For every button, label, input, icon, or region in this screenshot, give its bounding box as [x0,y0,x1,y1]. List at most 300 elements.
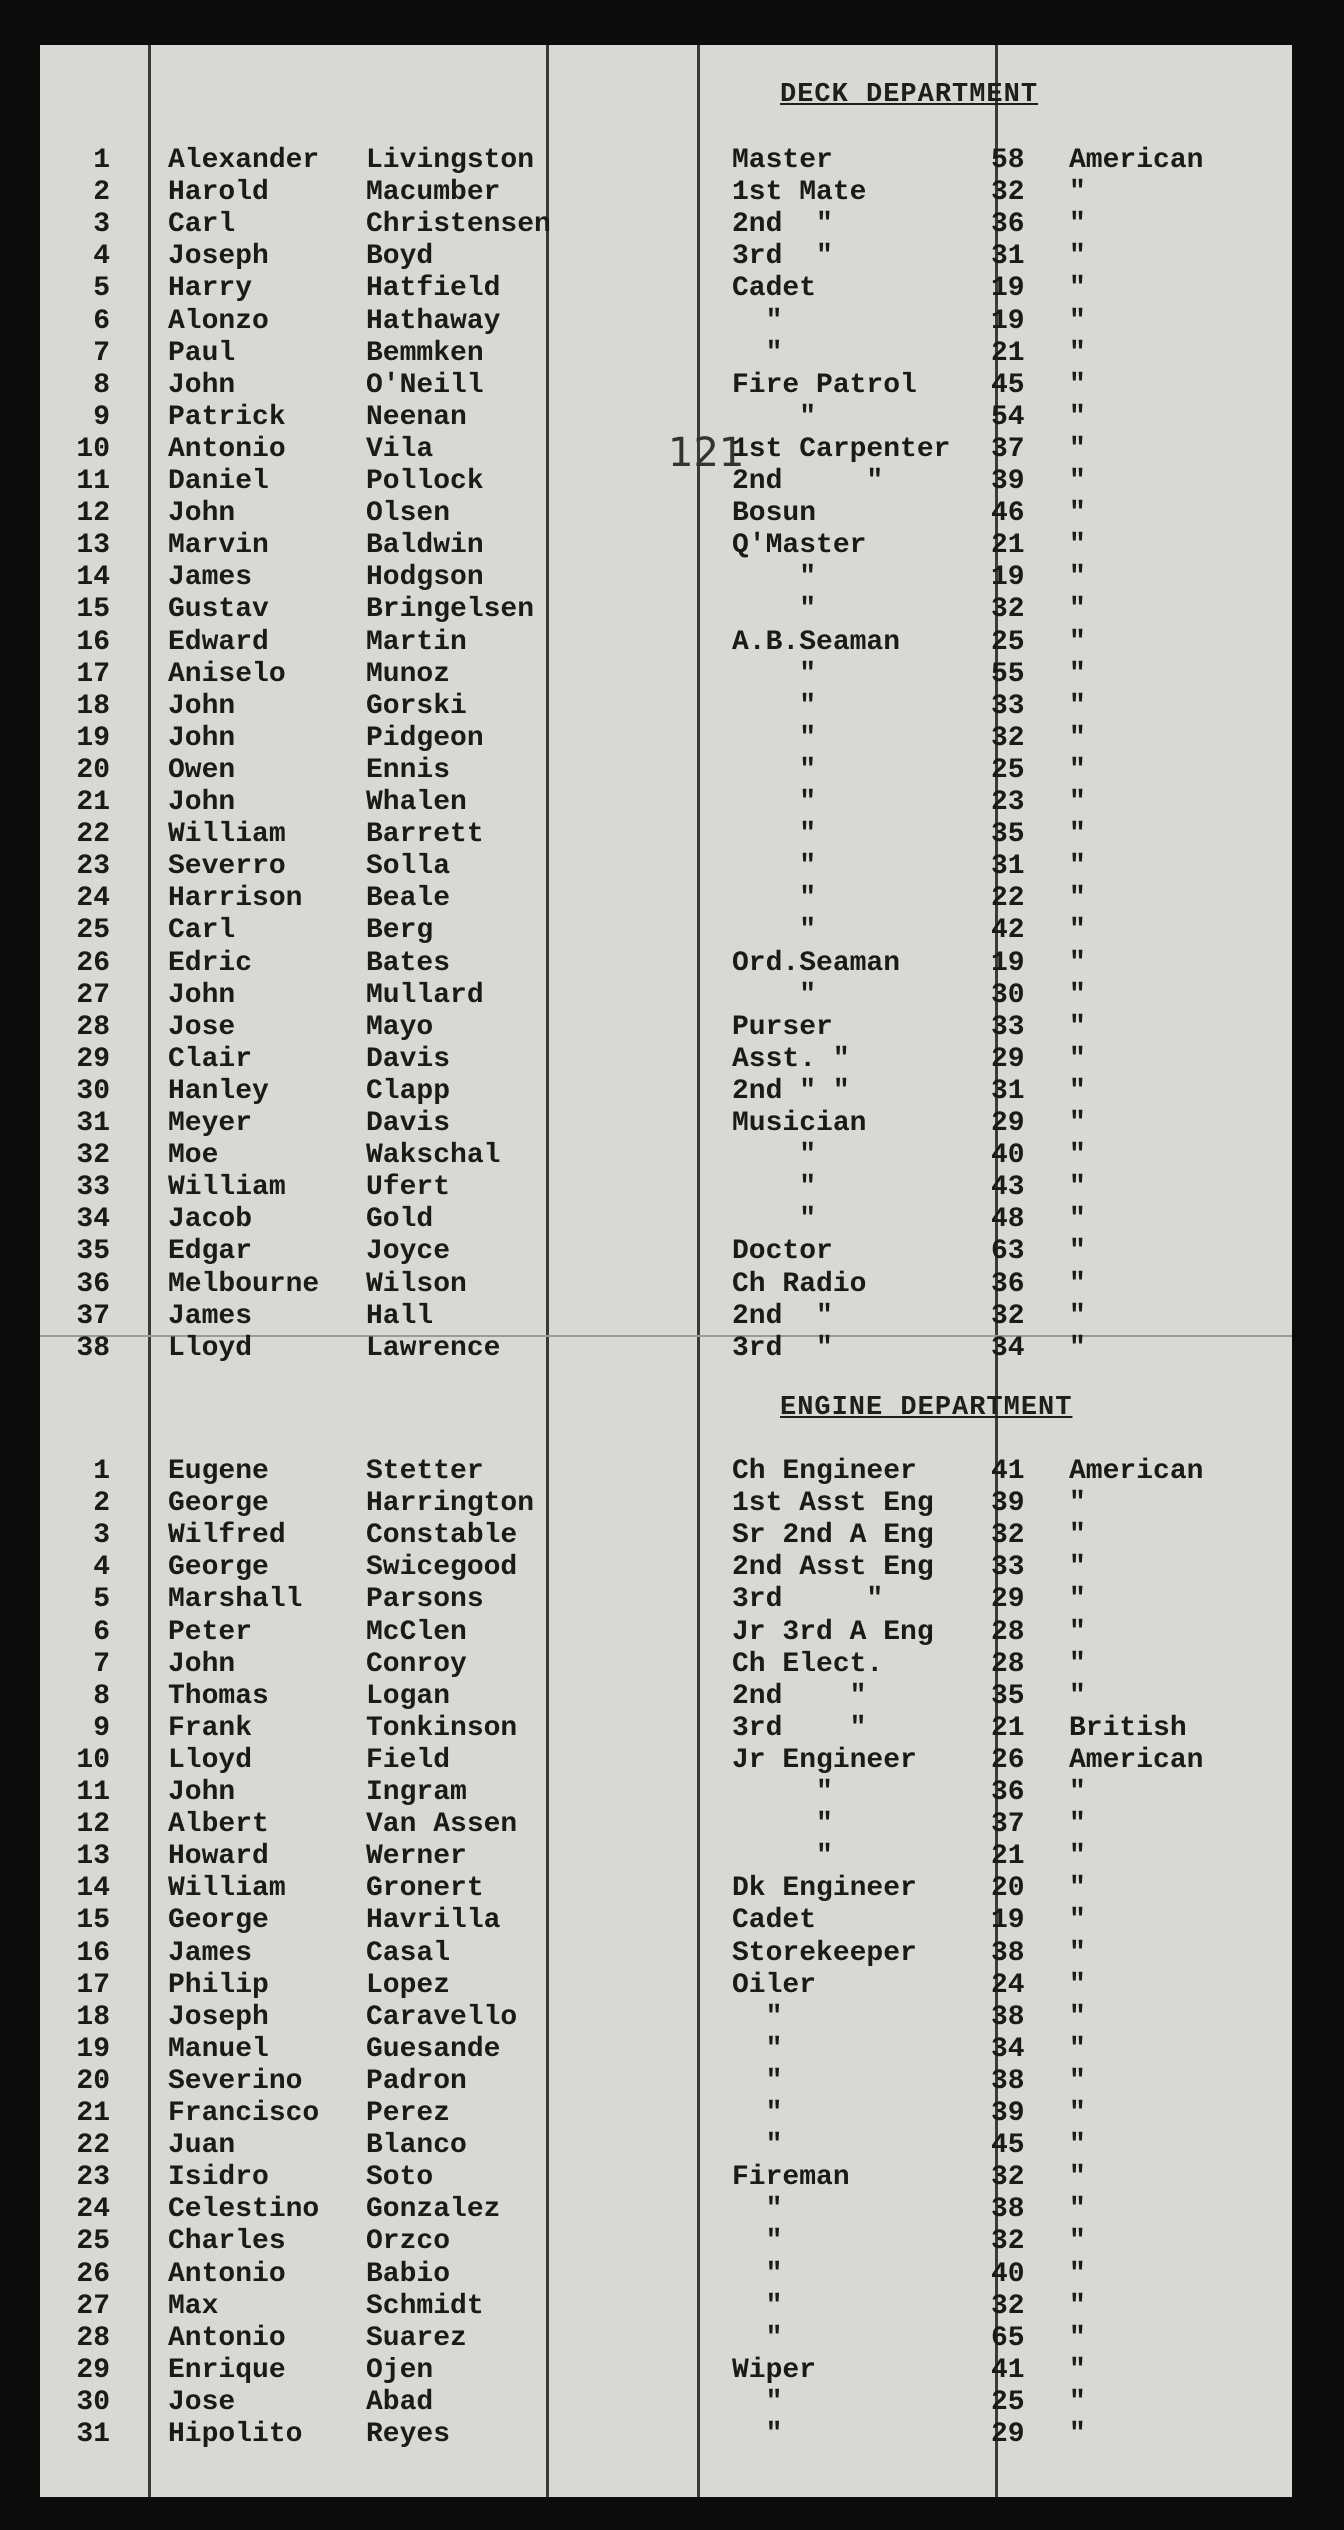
first-name: Thomas [168,1680,269,1712]
last-name: Casal [366,1937,451,1969]
crew-number: 9 [93,401,110,433]
age: 45 [991,369,1025,401]
nationality: " [1069,562,1086,594]
nationality: " [1069,1268,1086,1300]
nationality: " [1069,754,1086,786]
rank: " [732,2130,783,2162]
crew-number: 15 [76,594,110,626]
crew-row [40,2194,1292,2226]
rank: " [732,2001,783,2033]
crew-number: 35 [76,1236,110,1268]
nationality: " [1069,2194,1086,2226]
age: 32 [991,722,1025,754]
first-name: Philip [168,1969,269,2001]
first-name: Meyer [168,1108,253,1139]
crew-row [40,1905,1292,1937]
last-name: Reyes [366,2419,451,2450]
nationality: " [1069,915,1086,947]
crew-number: 24 [76,2194,110,2226]
crew-number: 28 [76,2322,110,2354]
crew-row [40,1172,1292,1204]
crew-row [40,402,1292,434]
rank: 1st Mate [732,177,867,209]
first-name: Howard [168,1841,269,1873]
nationality: " [1069,1172,1086,1204]
crew-row [40,2323,1292,2355]
rank: " [732,915,817,947]
nationality: " [1069,2226,1086,2258]
nationality: " [1069,530,1086,562]
crew-number: 17 [76,658,110,690]
crew-number: 23 [76,2162,110,2194]
crew-number: 1 [93,1456,110,1487]
nationality: " [1069,1841,1086,1873]
first-name: Carl [168,209,236,241]
rank: Storekeeper [732,1937,917,1969]
crew-row [40,1809,1292,1841]
last-name: O'Neill [366,369,484,401]
crew-row [40,2259,1292,2291]
last-name: Christensen [366,209,551,241]
crew-number: 29 [76,1043,110,1075]
rank: " [732,2065,783,2097]
nationality: " [1069,2354,1086,2386]
crew-row [40,498,1292,530]
crew-number: 14 [76,1873,110,1905]
age: 21 [991,337,1025,369]
crew-row [40,1777,1292,1809]
rank: " [732,1777,833,1808]
nationality: " [1069,2162,1086,2194]
age: 22 [991,883,1025,915]
crew-number: 21 [76,787,110,818]
first-name: Frank [168,1712,253,1744]
crew-row [40,2066,1292,2098]
first-name: George [168,1488,269,1520]
crew-row [40,241,1292,273]
last-name: Boyd [366,241,434,273]
last-name: Mayo [366,1011,434,1043]
nationality: British [1069,1712,1187,1744]
last-name: Neenan [366,401,467,433]
first-name: Celestino [168,2194,320,2226]
first-name: William [168,819,286,851]
crew-number: 28 [76,1011,110,1043]
age: 21 [991,1841,1025,1873]
first-name: John [168,787,236,818]
age: 26 [991,1744,1025,1776]
nationality: " [1069,2322,1086,2354]
age: 39 [991,1488,1025,1520]
deck-department-heading: DECK DEPARTMENT [780,80,1039,110]
last-name: Lopez [366,1969,451,2001]
crew-number: 29 [76,2354,110,2386]
crew-row [40,755,1292,787]
nationality: " [1069,2001,1086,2033]
age: 38 [991,2194,1025,2226]
last-name: Baldwin [366,530,484,562]
first-name: Melbourne [168,1268,320,1300]
crew-row [40,1520,1292,1552]
age: 40 [991,1140,1025,1172]
nationality: American [1069,145,1204,176]
crew-number: 27 [76,979,110,1011]
rank: Jr 3rd A Eng [732,1616,934,1648]
age: 21 [991,530,1025,562]
rank: 2nd " [732,209,833,241]
crew-row [40,306,1292,338]
crew-row [40,1617,1292,1649]
rank: " [732,2290,783,2322]
crew-number: 15 [76,1905,110,1937]
age: 32 [991,1300,1025,1332]
last-name: Hatfield [366,273,501,305]
first-name: Daniel [168,466,269,497]
age: 43 [991,1172,1025,1204]
crew-number: 31 [76,2419,110,2450]
age: 32 [991,2226,1025,2258]
rank: 1st Asst Eng [732,1488,934,1520]
last-name: Whalen [366,787,467,818]
crew-row [40,787,1292,819]
age: 41 [991,1456,1025,1487]
first-name: John [168,498,236,530]
crew-row [40,466,1292,498]
first-name: Severino [168,2065,303,2097]
rank: " [732,337,783,369]
age: 41 [991,2354,1025,2386]
crew-row [40,1108,1292,1140]
rank: Sr 2nd A Eng [732,1520,934,1552]
first-name: Edric [168,947,253,979]
age: 40 [991,2258,1025,2290]
crew-number: 5 [93,1584,110,1616]
crew-number: 19 [76,2033,110,2065]
age: 42 [991,915,1025,947]
crew-number: 33 [76,1172,110,1204]
first-name: Joseph [168,2001,269,2033]
rank: 3rd " [732,1584,884,1616]
crew-row [40,1745,1292,1777]
crew-row [40,1301,1292,1333]
nationality: " [1069,2419,1086,2450]
age: 32 [991,1520,1025,1552]
nationality: " [1069,1075,1086,1107]
rank: " [732,562,817,594]
first-name: Gustav [168,594,269,626]
first-name: George [168,1552,269,1584]
rank: Asst. " [732,1043,850,1075]
nationality: " [1069,979,1086,1011]
rank: Cadet [732,273,817,305]
age: 58 [991,145,1025,176]
nationality: " [1069,1809,1086,1841]
last-name: Babio [366,2258,451,2290]
crew-row [40,2098,1292,2130]
age: 33 [991,1552,1025,1584]
crew-number: 11 [76,1777,110,1808]
crew-row [40,1204,1292,1236]
first-name: Lloyd [168,1332,253,1364]
first-name: William [168,1172,286,1204]
crew-number: 4 [93,1552,110,1584]
crew-row [40,1873,1292,1905]
age: 46 [991,498,1025,530]
last-name: Ingram [366,1777,467,1808]
age: 29 [991,1043,1025,1075]
rank: 3rd " [732,241,833,273]
nationality: " [1069,1043,1086,1075]
age: 38 [991,1937,1025,1969]
crew-number: 24 [76,883,110,915]
nationality: " [1069,1520,1086,1552]
rank: Jr Engineer [732,1744,917,1776]
crew-row [40,434,1292,466]
crew-number: 8 [93,1680,110,1712]
first-name: Harry [168,273,253,305]
first-name: Antonio [168,2258,286,2290]
crew-number: 26 [76,947,110,979]
nationality: " [1069,1140,1086,1172]
crew-number: 34 [76,1204,110,1236]
last-name: Werner [366,1841,467,1873]
crew-number: 27 [76,2290,110,2322]
last-name: Berg [366,915,434,947]
crew-row [40,723,1292,755]
first-name: John [168,1777,236,1808]
age: 34 [991,2033,1025,2065]
nationality: " [1069,883,1086,915]
last-name: Lawrence [366,1332,501,1364]
rank: " [732,2194,783,2226]
first-name: Joseph [168,241,269,273]
crew-row [40,2291,1292,2323]
last-name: Macumber [366,177,501,209]
rank: " [732,305,783,337]
nationality: " [1069,1332,1086,1364]
crew-row [40,2162,1292,2194]
crew-number: 17 [76,1969,110,2001]
first-name: Owen [168,754,236,786]
first-name: Jacob [168,1204,253,1236]
crew-row [40,1970,1292,2002]
rank: " [732,401,817,433]
crew-row [40,2002,1292,2034]
nationality: " [1069,658,1086,690]
crew-number: 12 [76,1809,110,1841]
crew-number: 32 [76,1140,110,1172]
crew-number: 20 [76,754,110,786]
first-name: William [168,1873,286,1905]
age: 19 [991,1905,1025,1937]
age: 25 [991,754,1025,786]
nationality: " [1069,787,1086,818]
last-name: Wilson [366,1268,467,1300]
nationality: " [1069,722,1086,754]
age: 20 [991,1873,1025,1905]
rank: Q'Master [732,530,867,562]
nationality: " [1069,2290,1086,2322]
last-name: Pollock [366,466,484,497]
last-name: Mullard [366,979,484,1011]
crew-number: 38 [76,1332,110,1364]
first-name: Carl [168,915,236,947]
crew-row [40,1456,1292,1488]
nationality: " [1069,1616,1086,1648]
first-name: Marvin [168,530,269,562]
crew-number: 25 [76,2226,110,2258]
rank: " [732,754,817,786]
rank: 2nd " [732,1680,867,1712]
crew-number: 16 [76,626,110,658]
rank: " [732,979,817,1011]
crew-number: 10 [76,433,110,465]
age: 39 [991,466,1025,497]
crew-number: 6 [93,1616,110,1648]
rank: Musician [732,1108,867,1139]
first-name: Manuel [168,2033,269,2065]
crew-row [40,273,1292,305]
engine-department-heading: ENGINE DEPARTMENT [780,1393,1073,1423]
crew-number: 9 [93,1712,110,1744]
nationality: " [1069,2258,1086,2290]
first-name: John [168,1648,236,1680]
last-name: Bemmken [366,337,484,369]
age: 31 [991,1075,1025,1107]
first-name: James [168,562,253,594]
nationality: " [1069,626,1086,658]
crew-row [40,177,1292,209]
last-name: Davis [366,1108,451,1139]
rank: " [732,819,817,851]
first-name: Marshall [168,1584,303,1616]
last-name: Suarez [366,2322,467,2354]
crew-row [40,1713,1292,1745]
first-name: John [168,369,236,401]
age: 37 [991,1809,1025,1841]
last-name: Vila [366,433,434,465]
crew-row [40,883,1292,915]
age: 34 [991,1332,1025,1364]
first-name: Lloyd [168,1744,253,1776]
last-name: Logan [366,1680,451,1712]
nationality: " [1069,209,1086,241]
crew-number: 36 [76,1268,110,1300]
rank: Ch Elect. [732,1648,884,1680]
first-name: James [168,1300,253,1332]
age: 32 [991,2162,1025,2194]
last-name: Field [366,1744,451,1776]
last-name: Swicegood [366,1552,518,1584]
crew-row [40,1076,1292,1108]
rank: 3rd " [732,1332,833,1364]
last-name: Davis [366,1043,451,1075]
rank: Purser [732,1011,833,1043]
rank: " [732,2386,783,2418]
last-name: Gonzalez [366,2194,501,2226]
crew-row [40,627,1292,659]
crew-row [40,1584,1292,1616]
crew-row [40,1488,1292,1520]
last-name: Guesande [366,2033,501,2065]
last-name: Van Assen [366,1809,518,1841]
nationality: " [1069,1011,1086,1043]
crew-list-page [40,45,1292,2497]
rank: " [732,690,817,722]
rank: " [732,787,817,818]
nationality: " [1069,177,1086,209]
crew-row [40,2355,1292,2387]
last-name: Martin [366,626,467,658]
crew-row [40,2034,1292,2066]
last-name: Hodgson [366,562,484,594]
crew-row [40,1333,1292,1365]
last-name: Olsen [366,498,451,530]
last-name: McClen [366,1616,467,1648]
crew-row [40,338,1292,370]
last-name: Barrett [366,819,484,851]
age: 65 [991,2322,1025,2354]
first-name: Alonzo [168,305,269,337]
crew-row [40,594,1292,626]
crew-number: 30 [76,1075,110,1107]
rank: Bosun [732,498,817,530]
nationality: " [1069,819,1086,851]
age: 38 [991,2065,1025,2097]
nationality: American [1069,1456,1204,1487]
last-name: Pidgeon [366,722,484,754]
first-name: Hanley [168,1075,269,1107]
rank: Fireman [732,2162,850,2194]
last-name: Soto [366,2162,434,2194]
crew-number: 8 [93,369,110,401]
crew-number: 21 [76,2098,110,2129]
age: 19 [991,273,1025,305]
last-name: Gorski [366,690,467,722]
rank: 2nd " " [732,1075,850,1107]
rank: " [732,851,817,883]
first-name: Harold [168,177,269,209]
first-name: Paul [168,337,236,369]
age: 32 [991,2290,1025,2322]
rank: Cadet [732,1905,817,1937]
age: 38 [991,2001,1025,2033]
crew-row [40,1044,1292,1076]
first-name: Alexander [168,145,320,176]
crew-number: 22 [76,819,110,851]
first-name: Patrick [168,401,286,433]
nationality: " [1069,1584,1086,1616]
page-stamp: 121 [668,430,745,476]
last-name: Harrington [366,1488,535,1520]
age: 36 [991,209,1025,241]
last-name: Bates [366,947,451,979]
last-name: Padron [366,2065,467,2097]
nationality: " [1069,1552,1086,1584]
crew-row [40,1841,1292,1873]
age: 31 [991,241,1025,273]
crew-number: 3 [93,209,110,241]
last-name: Schmidt [366,2290,484,2322]
last-name: Joyce [366,1236,451,1268]
crew-number: 31 [76,1108,110,1139]
rank: 2nd Asst Eng [732,1552,934,1584]
age: 48 [991,1204,1025,1236]
nationality: " [1069,369,1086,401]
crew-number: 2 [93,177,110,209]
crew-row [40,2226,1292,2258]
age: 29 [991,1108,1025,1139]
